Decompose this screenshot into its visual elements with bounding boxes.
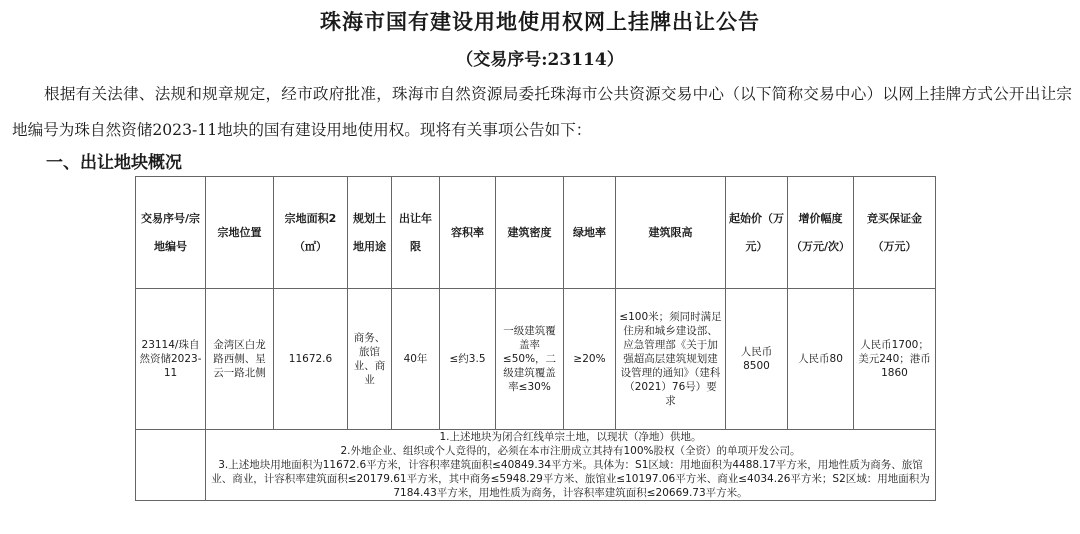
cell-green: ≥20% xyxy=(564,289,616,430)
notes-cell xyxy=(206,430,936,501)
header-height: 建筑限高 xyxy=(616,177,726,289)
cell-id: 23114/珠自然资储2023-11 xyxy=(136,289,206,430)
header-use: 规划土地用途 xyxy=(348,177,392,289)
note-item: 3.上述地块用地面积为11672.6平方米，计容积率建筑面积≤40849.34平方米。具体为：S1区域：用地面积为4488.17平方米，用地性质为商务、旅馆业、商业，计容积率建筑面积≤20179.61平方米，其中商务≤5948.29平方米、旅馆业≤10197.06平方米、商业≤4034.26平方米；S2区域：用地面积为7184.43平方米，用地性质为商务，计容积率建筑面积≤20669.73平方米。 xyxy=(211,459,930,499)
header-area: 宗地面积2（㎡） xyxy=(274,177,348,289)
cell-start-price: 人民币8500 xyxy=(726,289,788,430)
header-location: 宗地位置 xyxy=(206,177,274,289)
table-header-row xyxy=(136,177,936,289)
cell-term: 40年 xyxy=(392,289,440,430)
header-increment: 增价幅度（万元/次） xyxy=(788,177,854,289)
header-deposit: 竞买保证金（万元） xyxy=(854,177,936,289)
intro-paragraph: 根据有关法律、法规和规章规定，经市政府批准，珠海市自然资源局委托珠海市公共资源交易中心（以下简称交易中心）以网上挂牌方式公开出让宗地编号为珠自然资储2023-11地块的国有建设用地使用权。现将有关事项公告如下： xyxy=(12,85,1072,139)
notes-label-cell xyxy=(136,430,206,501)
notice-title: 珠海市国有建设用地使用权网上挂牌出让公告 xyxy=(320,9,760,34)
header-term: 出让年限 xyxy=(392,177,440,289)
header-green: 绿地率 xyxy=(564,177,616,289)
table-notes-row xyxy=(136,430,936,501)
header-start-price: 起始价（万元） xyxy=(726,177,788,289)
header-id: 交易序号/宗地编号 xyxy=(136,177,206,289)
header-density: 建筑密度 xyxy=(496,177,564,289)
cell-deposit: 人民币1700；美元240；港币1860 xyxy=(854,289,936,430)
cell-increment: 人民币80 xyxy=(788,289,854,430)
plot-info-table xyxy=(135,176,936,501)
cell-location: 金湾区白龙路西侧、星云一路北侧 xyxy=(206,289,274,430)
notice-subtitle: （交易序号:23114） xyxy=(456,50,624,70)
note-item: 1.上述地块为闭合红线单宗土地，以现状（净地）供地。 xyxy=(439,431,702,443)
cell-use: 商务、旅馆业、商业 xyxy=(348,289,392,430)
table-row xyxy=(136,289,936,430)
cell-density: 一级建筑覆盖率≤50%，二级建筑覆盖率≤30% xyxy=(496,289,564,430)
cell-area: 11672.6 xyxy=(274,289,348,430)
cell-height: ≤100米；须同时满足住房和城乡建设部、应急管理部《关于加强超高层建筑规划建设管理的通知》（建科（2021）76号）要求 xyxy=(616,289,726,430)
cell-far: ≤约3.5 xyxy=(440,289,496,430)
note-item: 2.外地企业、组织或个人竞得的，必须在本市注册成立其持有100%股权（全资）的单项开发公司。 xyxy=(340,445,801,457)
section-heading-plot-overview: 一、出让地块概况 xyxy=(46,153,182,173)
header-far: 容积率 xyxy=(440,177,496,289)
